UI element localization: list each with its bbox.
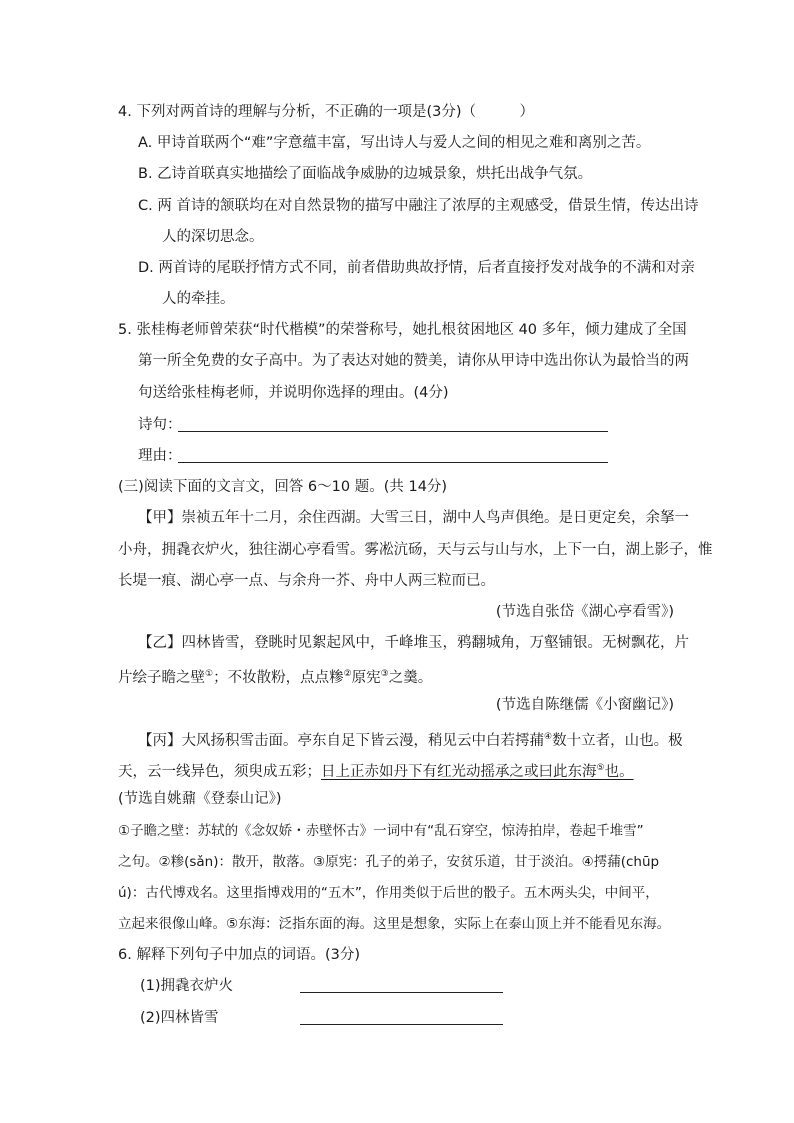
question-5-line1: 5. 张桂梅老师曾荣获“时代楷模”的荣誉称号，她扎根贫困地区 40 多年，倾力建成了全国	[118, 322, 687, 338]
notes-line2: 之句。②糁(sǎn)：散开，散落。③原宪：孔子的弟子，安贫乐道，甘于淡泊。④摴蒱(chūp	[118, 854, 660, 870]
footnote-marker-1: ①	[205, 669, 214, 679]
footnote-marker-5: ⑤	[596, 763, 605, 773]
question-6-stem: 6. 解释下列句子中加点的词语。(3分)	[118, 947, 360, 963]
passage-jia-line3: 长堤一痕、湖心亭一点、与余舟一芥、舟中人两三粒而已。	[118, 573, 495, 589]
notes-line3: ú)：古代博戏名。这里指博戏用的“五木”，作用类似于后世的骰子。五木两头尖，中间平，	[118, 885, 659, 901]
notes-line1: ①子瞻之壁：苏轼的《念奴娇・赤壁怀古》一词中有“乱石穿空，惊涛拍岸，卷起千堆雪”	[118, 823, 644, 839]
question-5-line2: 第一所全免费的女子高中。为了表达对她的赞美，请你从甲诗中选出你认为最恰当的两	[138, 353, 689, 369]
poem-label: 诗句：	[138, 417, 182, 433]
passage-jia-line1: 【甲】崇祯五年十二月，余住西湖。大雪三日，湖中人鸟声俱绝。是日更定矣，余拏一	[138, 510, 689, 526]
passage-yi-line2: 片绘子瞻之壁①；不妆散粉，点点糁②原宪③之羹。	[118, 669, 433, 686]
underlined-sentence: 日上正赤如丹下有红光动摇承之或曰此东海⑤也。	[321, 763, 634, 780]
passage-bing-line2: 天，云一线异色，须臾成五彩；日上正赤如丹下有红光动摇承之或曰此东海⑤也。	[118, 763, 634, 780]
q6-item-2: (2)四林皆雪	[140, 1010, 219, 1026]
passage-yi-line1: 【乙】四林皆雪，登眺时见絮起风中，千峰堆玉，鸦翻城角，万壑铺银。无树飘花，片	[138, 635, 689, 651]
question-4-stem: 4. 下列对两首诗的理解与分析，不正确的一项是(3分)（ ）	[118, 104, 534, 120]
q4-option-b: B. 乙诗首联真实地描绘了面临战争威胁的边城景象，烘托出战争气氛。	[138, 166, 593, 182]
q6-item-1-answer-line[interactable]	[300, 992, 503, 993]
footnote-marker-4: ④	[544, 732, 553, 742]
q4-option-c-line2: 人的深切思念。	[162, 229, 264, 245]
poem-answer-line[interactable]	[178, 431, 608, 432]
passage-jia-source: (节选自张岱《湖心亭看雪》)	[495, 604, 674, 620]
passage-bing-source: (节选自姚鼐《登泰山记》)	[118, 791, 282, 807]
q4-option-d-line2: 人的牵挂。	[162, 291, 235, 307]
q4-option-c-line1: C. 两 首诗的颔联均在对自然景物的描写中融注了浓厚的主观感受，借景生情，传达出诗	[138, 198, 699, 214]
passage-yi-source: (节选自陈继儒《小窗幽记》)	[495, 697, 674, 713]
reason-label: 理由：	[138, 448, 182, 464]
question-5-line3: 句送给张桂梅老师，并说明你选择的理由。(4分)	[138, 385, 449, 401]
section-3-heading: (三)阅读下面的文言文，回答 6～10 题。(共 14分)	[118, 479, 448, 495]
q6-item-2-answer-line[interactable]	[300, 1024, 503, 1025]
q6-item-1: (1)拥毳衣炉火	[140, 978, 234, 994]
notes-line4: 立起来很像山峰。⑤东海：泛指东面的海。这里是想象，实际上在泰山顶上并不能看见东海。	[118, 916, 671, 932]
footnote-marker-2: ②	[343, 669, 352, 679]
q4-option-d-line1: D. 两首诗的尾联抒情方式不同，前者借助典故抒情，后者直接抒发对战争的不满和对亲	[138, 260, 695, 276]
passage-bing-line1: 【丙】大风扬积雪击面。亭东自足下皆云漫，稍见云中白若摴蒱④数十立者，山也。极	[138, 732, 683, 749]
passage-jia-line2: 小舟，拥毳衣炉火，独往湖心亭看雪。雾凇沆砀，天与云与山与水，上下一白，湖上影子，惟	[118, 542, 713, 558]
footnote-marker-3: ③	[380, 669, 389, 679]
q4-option-a: A. 甲诗首联两个“难”字意蕴丰富，写出诗人与爱人之间的相见之难和离别之苦。	[138, 135, 651, 151]
reason-answer-line[interactable]	[178, 462, 608, 463]
